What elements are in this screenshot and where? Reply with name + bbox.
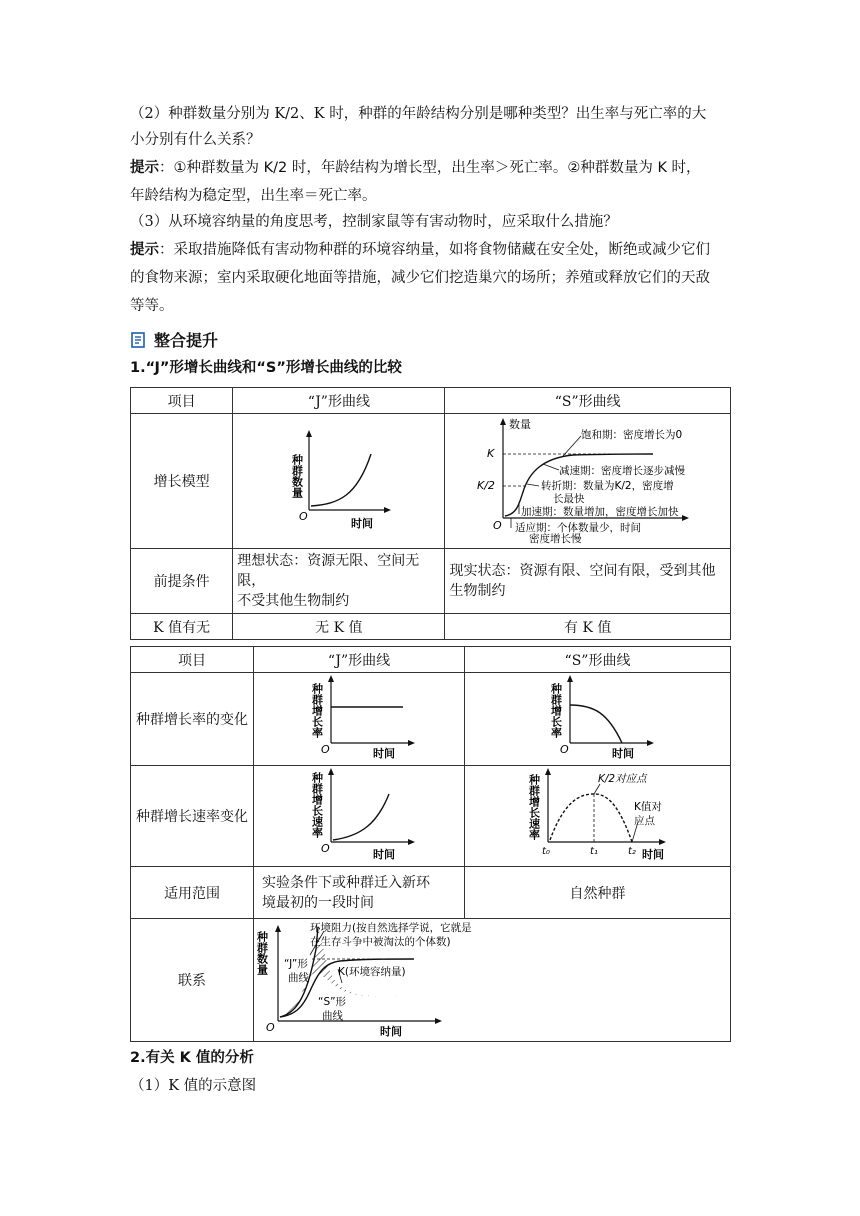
annotation-acceleration: 加速期：数量增加，密度增长加快: [520, 506, 679, 518]
j-curve-graph: [279, 424, 399, 534]
annotation-saturation: 饱和期：密度增长为0: [580, 429, 682, 441]
origin-label: O: [559, 743, 569, 756]
annotation-adaptation-b: 密度增长慢: [528, 533, 582, 544]
annotation-turning-a: 转折期：数量为K/2，密度增: [540, 480, 674, 492]
k2-point-label: K/2对应点: [597, 773, 647, 785]
origin-label: O: [298, 510, 308, 523]
annotation-adaptation-a: 适应期：个体数量少，时间: [514, 522, 641, 534]
j-k-value: 无 K 值: [233, 614, 445, 640]
s-premise-line2: 生物制约: [449, 583, 506, 599]
notebook-icon: [130, 331, 148, 349]
j-growth-model-cell: [233, 414, 445, 549]
hint-label: 提示: [130, 160, 159, 176]
link-s-label-a: “S”形: [318, 996, 347, 1008]
k-label: K: [486, 447, 494, 460]
q3-hint-line2: 的食物来源；室内采取硬化地面等措施，减少它们挖造巢穴的场所；养殖或释放它们的天敌: [130, 270, 710, 286]
header-j: “J”形曲线: [233, 388, 445, 414]
k2-label: K/2: [476, 479, 495, 492]
j-premise-line1: 理想状态：资源无限、空间无限，: [237, 553, 420, 589]
q2-line1: （2）种群数量分别为 K/2、K 时，种群的年龄结构分别是哪种类型？出生率与死亡率的大: [130, 106, 707, 122]
hint-label: 提示: [130, 242, 159, 258]
s-premise-cell: [445, 549, 731, 614]
row-link: 联系: [131, 919, 254, 1042]
j-scope-line1: 实验条件下或种群迁入新环: [262, 874, 430, 891]
t0-label: t₀: [541, 846, 550, 857]
q3-hint-line1: [130, 240, 710, 260]
y-label: 种群增长速率: [527, 774, 540, 840]
header-item: 项目: [131, 647, 254, 673]
comparison-table-1: [130, 387, 731, 640]
s-k-value: 有 K 值: [445, 614, 731, 640]
s-growth-speed-cell: [465, 766, 731, 867]
x-label: 时间: [350, 517, 373, 530]
comparison-table-2: [130, 646, 731, 1042]
link-k-label: K(环境容纳量): [338, 966, 406, 978]
y-label: 种群增长率: [549, 683, 562, 738]
y-label: 种群增长速率: [310, 772, 324, 838]
t1-label: t₁: [589, 846, 598, 857]
y-label: 种群增长率: [310, 683, 324, 738]
link-cell: [254, 919, 731, 1042]
j-premise-cell: [233, 549, 445, 614]
j-rate-graph: [299, 673, 419, 761]
hint-text: ：①种群数量为 K/2 时，年龄结构为增长型，出生率＞死亡率。②种群数量为 K 时，: [159, 160, 701, 176]
hint-text: ：采取措施降低有害动物种群的环境容纳量，如将食物储藏在安全处，断绝或减少它们: [159, 242, 710, 258]
row-growth-model: 增长模型: [131, 414, 233, 549]
q2-line2: 小分别有什么关系？: [130, 132, 261, 148]
x-label: 时间: [611, 747, 634, 760]
link-s-label-b: 曲线: [322, 1010, 343, 1022]
header-item: 项目: [131, 388, 233, 414]
origin-label: O: [266, 1021, 275, 1034]
row-premise: 前提条件: [131, 549, 233, 614]
link-resistance-line1: 环境阻力(按自然选择学说，它就是: [310, 922, 472, 934]
origin-label: O: [321, 743, 330, 756]
row-k-value: K 值有无: [131, 614, 233, 640]
x-label: 时间: [373, 848, 395, 861]
subheading-2-1: （1）K 值的示意图: [130, 1078, 257, 1094]
origin-label: O: [492, 519, 502, 532]
q2-hint-line1: [130, 158, 701, 178]
t2-label: t₂: [627, 846, 636, 857]
s-rate-graph: [538, 673, 658, 761]
y-label: 种群数量: [255, 931, 269, 975]
s-curve-graph: [473, 414, 703, 544]
row-scope: 适用范围: [131, 867, 254, 919]
subheading-2: 2.有关 K 值的分析: [130, 1050, 254, 1066]
annotation-deceleration: 减速期：密度增长逐步减慢: [558, 465, 685, 477]
row-growth-speed: 种群增长速率变化: [131, 766, 254, 867]
section-heading: [130, 328, 218, 351]
link-resistance-line2: 在生存斗争中被淘汰的个体数): [310, 936, 451, 948]
j-scope-line2: 境最初的一段时间: [262, 894, 374, 911]
j-growth-rate-cell: [254, 673, 465, 766]
origin-label: O: [321, 842, 330, 855]
row-growth-rate: 种群增长率的变化: [131, 673, 254, 766]
j-scope-cell: [254, 867, 465, 919]
s-growth-rate-cell: [465, 673, 731, 766]
x-label: 时间: [380, 1025, 402, 1037]
q3-hint-line3: 等等。: [130, 298, 174, 314]
y-label: 数量: [508, 418, 531, 431]
s-premise-line1: 现实状态：资源有限、空间有限，受到其他: [449, 563, 716, 579]
j-speed-graph: [299, 766, 419, 862]
header-s: “S”形曲线: [445, 388, 731, 414]
s-speed-graph: [518, 766, 678, 862]
s-growth-model-cell: [445, 414, 731, 549]
x-label: 时间: [641, 848, 664, 861]
header-s: “S”形曲线: [465, 647, 731, 673]
j-premise-line2: 不受其他生物制约: [237, 593, 350, 609]
y-label: 种群数量: [290, 454, 304, 498]
k-point-label-b: 应点: [633, 815, 655, 827]
j-growth-speed-cell: [254, 766, 465, 867]
section-title: 整合提升: [154, 331, 219, 350]
s-scope: 自然种群: [465, 867, 731, 919]
annotation-turning-b: 长最快: [552, 493, 585, 505]
k-point-label-a: K值对: [633, 801, 662, 813]
link-j-label-b: 曲线: [288, 972, 309, 984]
header-j: “J”形曲线: [254, 647, 465, 673]
subheading-1: 1.“J”形增长曲线和“S”形增长曲线的比较: [130, 360, 402, 376]
link-graph: [254, 919, 544, 1037]
q3-line1: （3）从环境容纳量的角度思考，控制家鼠等有害动物时，应采取什么措施？: [130, 214, 618, 230]
x-label: 时间: [373, 747, 395, 760]
q2-hint-line2: 年龄结构为稳定型，出生率＝死亡率。: [130, 188, 377, 204]
link-j-label-a: “J”形: [284, 958, 308, 970]
